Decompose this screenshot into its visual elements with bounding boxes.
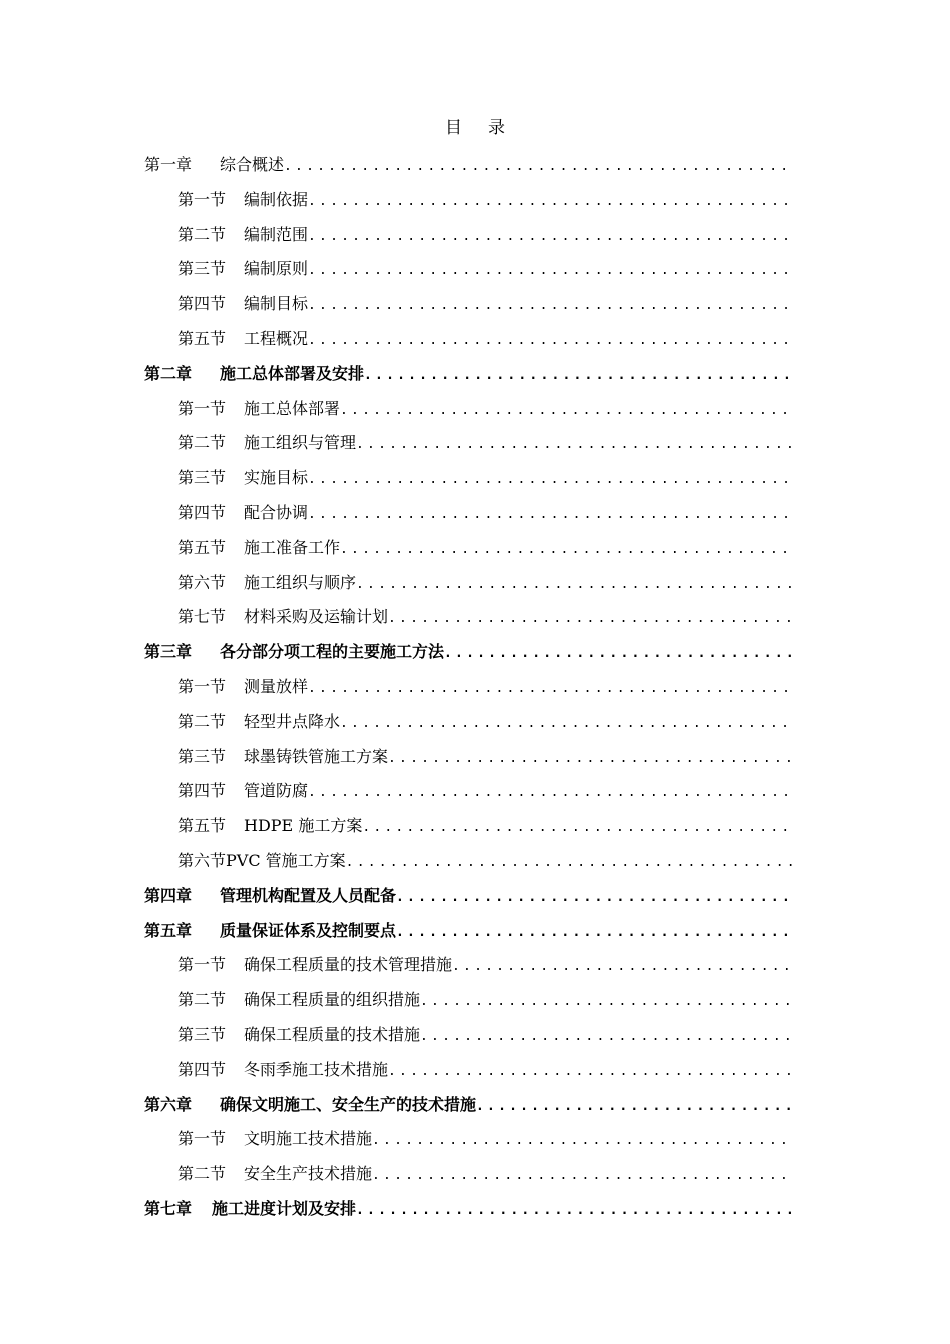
toc-entry-title: 确保工程质量的组织措施 bbox=[244, 990, 421, 1010]
toc-entry-number: 第五节 bbox=[178, 537, 227, 557]
toc-entry-number: 第二节 bbox=[178, 1164, 227, 1184]
toc-heading-char-2: 录 bbox=[488, 118, 505, 138]
toc-entry-label bbox=[178, 183, 308, 218]
toc-entry-title: 编制目标 bbox=[244, 294, 309, 314]
toc-entry-number: 第四节 bbox=[178, 781, 227, 801]
toc-dot-leader bbox=[308, 254, 792, 287]
toc-dot-leader bbox=[476, 1090, 792, 1123]
toc-section-entry[interactable] bbox=[144, 426, 792, 461]
toc-heading-char-1: 目 bbox=[445, 118, 462, 138]
toc-section-entry[interactable] bbox=[144, 740, 792, 775]
toc-entry-label bbox=[178, 287, 308, 322]
toc-entry-number: 第一节 bbox=[178, 955, 227, 975]
toc-dot-leader bbox=[372, 1124, 792, 1157]
toc-entry-title: 确保工程质量的技术措施 bbox=[244, 1024, 421, 1044]
toc-entry-number: 第二节 bbox=[178, 711, 227, 731]
toc-entry-number: 第七章 bbox=[144, 1198, 193, 1218]
toc-entry-title: 文明施工技术措施 bbox=[244, 1129, 373, 1149]
toc-section-entry[interactable] bbox=[144, 496, 792, 531]
toc-dot-leader bbox=[340, 707, 792, 740]
toc-entry-label bbox=[178, 600, 388, 635]
toc-entry-number: 第二节 bbox=[178, 990, 227, 1010]
toc-entry-title: 质量保证体系及控制要点 bbox=[220, 920, 397, 940]
toc-entry-title: 安全生产技术措施 bbox=[244, 1164, 373, 1184]
toc-entry-number: 第一章 bbox=[144, 155, 193, 174]
toc-entry-title: 确保工程质量的技术管理措施 bbox=[244, 955, 453, 975]
toc-entry-label bbox=[178, 218, 308, 253]
toc-dot-leader bbox=[308, 498, 792, 531]
toc-section-entry[interactable] bbox=[144, 461, 792, 496]
toc-entry-title: 各分部分项工程的主要施工方法 bbox=[220, 642, 445, 662]
toc-entry-label bbox=[178, 392, 340, 427]
toc-entry-title: PVC 管施工方案 bbox=[226, 850, 346, 870]
toc-dot-leader bbox=[444, 637, 792, 670]
toc-section-entry[interactable] bbox=[144, 566, 792, 601]
toc-entry-label bbox=[144, 1088, 476, 1123]
toc-entry-title: 施工准备工作 bbox=[244, 537, 341, 557]
toc-section-entry[interactable] bbox=[144, 705, 792, 740]
toc-entry-label bbox=[144, 914, 396, 949]
toc-section-entry[interactable] bbox=[144, 1018, 792, 1053]
toc-section-entry[interactable] bbox=[144, 183, 792, 218]
toc-entry-number: 第四节 bbox=[178, 294, 227, 314]
toc-entry-label bbox=[144, 635, 444, 670]
toc-entry-title: 管理机构配置及人员配备 bbox=[220, 885, 397, 905]
toc-entry-title: 施工总体部署 bbox=[244, 398, 341, 418]
table-of-contents bbox=[144, 148, 792, 1227]
toc-entry-title: 工程概况 bbox=[244, 328, 309, 348]
toc-entry-label bbox=[144, 879, 396, 914]
toc-entry-title: 球墨铸铁管施工方案 bbox=[244, 746, 389, 766]
toc-section-entry[interactable] bbox=[144, 322, 792, 357]
toc-section-entry[interactable] bbox=[144, 774, 792, 809]
toc-section-entry[interactable] bbox=[144, 531, 792, 566]
toc-entry-label bbox=[178, 705, 340, 740]
toc-chapter-entry[interactable] bbox=[144, 148, 792, 183]
toc-section-entry[interactable] bbox=[144, 218, 792, 253]
toc-entry-label bbox=[178, 670, 308, 705]
toc-dot-leader bbox=[362, 811, 792, 844]
toc-entry-number: 第一节 bbox=[178, 676, 227, 696]
toc-entry-label bbox=[178, 809, 362, 844]
toc-dot-leader bbox=[356, 568, 792, 601]
toc-entry-label bbox=[178, 1018, 420, 1053]
toc-entry-label bbox=[178, 1157, 372, 1192]
toc-entry-number: 第三节 bbox=[178, 259, 227, 279]
toc-entry-label bbox=[144, 148, 284, 183]
toc-entry-number: 第五节 bbox=[178, 816, 227, 836]
toc-entry-title: 综合概述 bbox=[220, 155, 285, 174]
toc-entry-number: 第三节 bbox=[178, 1024, 227, 1044]
toc-entry-title: 施工进度计划及安排 bbox=[212, 1198, 357, 1218]
toc-entry-label bbox=[178, 983, 420, 1018]
toc-entry-label bbox=[178, 496, 308, 531]
toc-entry-label bbox=[144, 357, 364, 392]
toc-entry-title: 确保文明施工、安全生产的技术措施 bbox=[220, 1094, 477, 1114]
toc-entry-label bbox=[178, 252, 308, 287]
toc-section-entry[interactable] bbox=[144, 983, 792, 1018]
toc-entry-label bbox=[178, 426, 356, 461]
toc-entry-label bbox=[178, 1122, 372, 1157]
toc-dot-leader bbox=[308, 324, 792, 357]
toc-chapter-entry[interactable] bbox=[144, 879, 792, 914]
toc-entry-number: 第三章 bbox=[144, 642, 193, 662]
toc-entry-title: 实施目标 bbox=[244, 468, 309, 488]
toc-chapter-entry[interactable] bbox=[144, 914, 792, 949]
toc-dot-leader bbox=[308, 220, 792, 253]
toc-dot-leader bbox=[356, 1194, 792, 1227]
toc-entry-title: 编制范围 bbox=[244, 224, 309, 244]
toc-entry-title: 编制依据 bbox=[244, 189, 309, 209]
toc-entry-number: 第七节 bbox=[178, 607, 227, 627]
toc-entry-number: 第二节 bbox=[178, 433, 227, 453]
toc-entry-title: 冬雨季施工技术措施 bbox=[244, 1059, 389, 1079]
toc-entry-number: 第四节 bbox=[178, 1059, 227, 1079]
toc-heading bbox=[0, 116, 950, 140]
toc-section-entry[interactable] bbox=[144, 670, 792, 705]
toc-dot-leader bbox=[308, 776, 792, 809]
toc-entry-title: 施工组织与管理 bbox=[244, 433, 357, 453]
toc-chapter-entry[interactable] bbox=[144, 1088, 792, 1123]
toc-section-entry[interactable] bbox=[144, 252, 792, 287]
toc-entry-number: 第四章 bbox=[144, 885, 193, 905]
toc-dot-leader bbox=[388, 602, 792, 635]
toc-dot-leader bbox=[308, 185, 792, 218]
toc-entry-title: 管道防腐 bbox=[244, 781, 309, 801]
toc-chapter-entry[interactable] bbox=[144, 1192, 792, 1227]
toc-section-entry[interactable] bbox=[144, 287, 792, 322]
toc-section-entry[interactable] bbox=[144, 600, 792, 635]
toc-entry-label bbox=[178, 948, 452, 983]
toc-dot-leader bbox=[420, 985, 792, 1018]
toc-section-entry[interactable] bbox=[144, 1053, 792, 1088]
toc-entry-number: 第二节 bbox=[178, 224, 227, 244]
toc-dot-leader bbox=[284, 150, 792, 183]
toc-section-entry[interactable] bbox=[144, 392, 792, 427]
toc-entry-number: 第五章 bbox=[144, 920, 193, 940]
toc-chapter-entry[interactable] bbox=[144, 635, 792, 670]
toc-section-entry[interactable] bbox=[144, 844, 792, 879]
toc-dot-leader bbox=[452, 950, 792, 983]
toc-entry-number: 第六章 bbox=[144, 1094, 193, 1114]
toc-section-entry[interactable] bbox=[144, 948, 792, 983]
toc-entry-number: 第六节 bbox=[178, 850, 227, 870]
toc-entry-label bbox=[178, 844, 346, 879]
toc-entry-title: 测量放样 bbox=[244, 676, 309, 696]
toc-entry-number: 第四节 bbox=[178, 502, 227, 522]
toc-entry-title: 轻型井点降水 bbox=[244, 711, 341, 731]
toc-entry-number: 第一节 bbox=[178, 189, 227, 209]
toc-entry-title: 材料采购及运输计划 bbox=[244, 607, 389, 627]
toc-entry-number: 第五节 bbox=[178, 328, 227, 348]
toc-entry-label bbox=[144, 1192, 356, 1227]
toc-entry-number: 第二章 bbox=[144, 363, 193, 383]
toc-dot-leader bbox=[308, 463, 792, 496]
toc-section-entry[interactable] bbox=[144, 1157, 792, 1192]
toc-entry-title: 施工总体部署及安排 bbox=[220, 363, 365, 383]
toc-entry-number: 第三节 bbox=[178, 468, 227, 488]
toc-entry-number: 第六节 bbox=[178, 572, 227, 592]
toc-entry-number: 第三节 bbox=[178, 746, 227, 766]
toc-chapter-entry[interactable] bbox=[144, 357, 792, 392]
toc-dot-leader bbox=[340, 394, 792, 427]
toc-dot-leader bbox=[388, 1055, 792, 1088]
toc-entry-title: 施工组织与顺序 bbox=[244, 572, 357, 592]
toc-entry-label bbox=[178, 322, 308, 357]
toc-dot-leader bbox=[396, 916, 792, 949]
toc-dot-leader bbox=[308, 672, 792, 705]
toc-section-entry[interactable] bbox=[144, 1122, 792, 1157]
toc-dot-leader bbox=[420, 1020, 792, 1053]
toc-entry-title: HDPE 施工方案 bbox=[244, 816, 363, 836]
toc-dot-leader bbox=[396, 881, 792, 914]
toc-entry-title: 编制原则 bbox=[244, 259, 309, 279]
toc-dot-leader bbox=[372, 1159, 792, 1192]
toc-entry-number: 第一节 bbox=[178, 398, 227, 418]
toc-section-entry[interactable] bbox=[144, 809, 792, 844]
toc-entry-label bbox=[178, 774, 308, 809]
toc-dot-leader bbox=[388, 742, 792, 775]
toc-entry-label bbox=[178, 461, 308, 496]
toc-dot-leader bbox=[308, 289, 792, 322]
toc-dot-leader bbox=[364, 359, 792, 392]
toc-dot-leader bbox=[356, 428, 792, 461]
toc-entry-number: 第一节 bbox=[178, 1129, 227, 1149]
toc-entry-label bbox=[178, 740, 388, 775]
toc-dot-leader bbox=[346, 846, 792, 879]
toc-entry-label bbox=[178, 531, 340, 566]
toc-entry-label bbox=[178, 1053, 388, 1088]
toc-entry-label bbox=[178, 566, 356, 601]
toc-dot-leader bbox=[340, 533, 792, 566]
toc-entry-title: 配合协调 bbox=[244, 502, 309, 522]
